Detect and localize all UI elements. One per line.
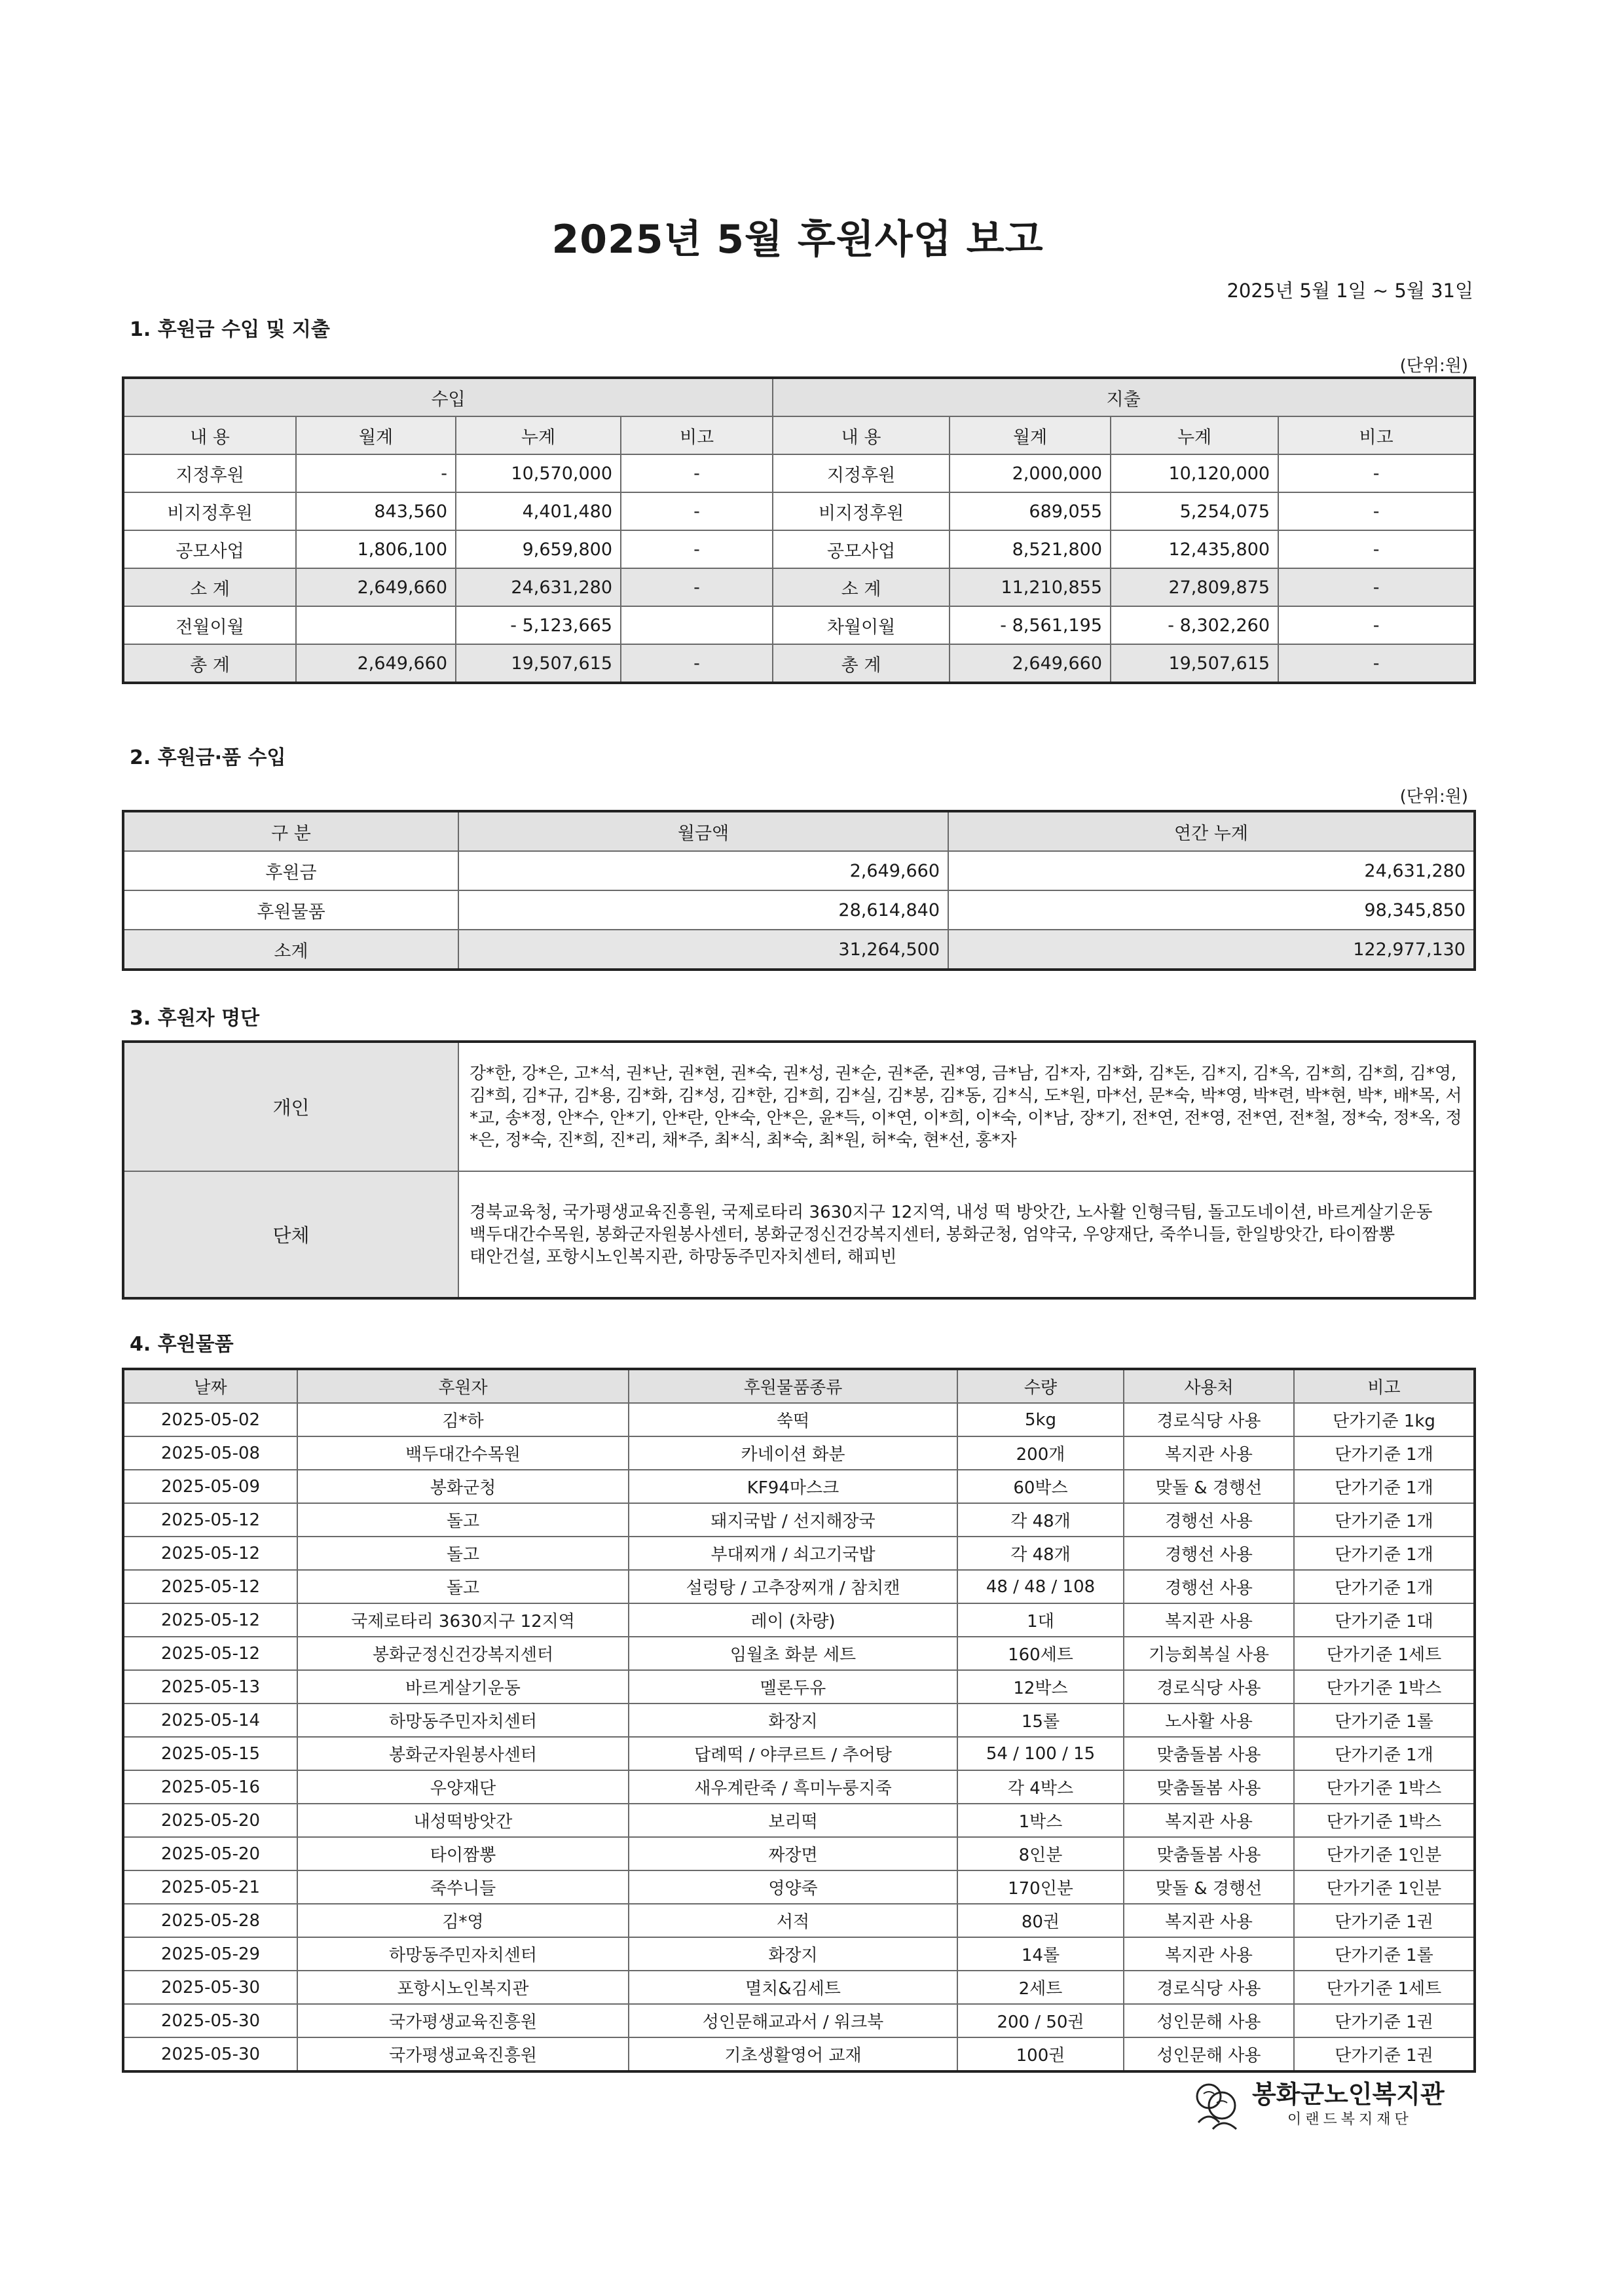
table-cell: 경행선 사용	[1124, 1570, 1294, 1603]
table-cell: 9,659,800	[456, 530, 621, 568]
table-cell: 19,507,615	[1111, 644, 1278, 683]
table-cell: 답례떡 / 야쿠르트 / 추어탕	[629, 1737, 957, 1770]
table-cell: 12,435,800	[1111, 530, 1278, 568]
table-cell: 돌고	[297, 1537, 629, 1570]
column-header: 내 용	[123, 416, 296, 454]
table-cell: 2025-05-12	[123, 1570, 297, 1603]
table-cell: 단가기준 1박스	[1294, 1670, 1475, 1704]
table-cell: 복지관 사용	[1124, 1603, 1294, 1637]
table-cell: 1대	[957, 1603, 1124, 1637]
table-row	[123, 530, 1475, 568]
table-cell: 24,631,280	[456, 568, 621, 606]
table-cell: 짜장면	[629, 1837, 957, 1870]
row-label: 후원금	[123, 851, 458, 890]
table-cell: 성인문해 사용	[1124, 2037, 1294, 2071]
table-cell: 영양죽	[629, 1870, 957, 1904]
table-cell: 복지관 사용	[1124, 1937, 1294, 1971]
table-cell: 2,649,660	[950, 644, 1111, 683]
table-cell: 100권	[957, 2037, 1124, 2071]
table-cell: 쑥떡	[629, 1403, 957, 1436]
table-cell: 김*영	[297, 1904, 629, 1937]
table-cell: 4,401,480	[456, 492, 621, 530]
table-cell: 843,560	[296, 492, 456, 530]
table-cell: 기능회복실 사용	[1124, 1637, 1294, 1670]
table-cell: -	[1278, 454, 1475, 492]
table-cell: - 5,123,665	[456, 606, 621, 644]
table-cell: 2025-05-28	[123, 1904, 297, 1937]
group-donor-line: 백두대간수목원, 봉화군자원봉사센터, 봉화군정신건강복지센터, 봉화군청, 엄약국, 우양재단, 죽쑤니들, 한일방앗간, 타이짬뽕	[470, 1224, 1395, 1245]
column-header: 후원자	[297, 1369, 629, 1403]
row-label: 공모사업	[773, 530, 950, 568]
table-cell: 레이 (차량)	[629, 1603, 957, 1637]
table-cell: -	[621, 492, 773, 530]
table-cell: 경로식당 사용	[1124, 1670, 1294, 1704]
table-row	[123, 1436, 1475, 1470]
table-row	[123, 1804, 1475, 1837]
column-header: 사용처	[1124, 1369, 1294, 1403]
table-cell: 단가기준 1개	[1294, 1737, 1475, 1770]
table-cell: 28,614,840	[458, 890, 948, 930]
organization-name: 봉화군노인복지관	[1252, 2080, 1445, 2109]
row-label: 총 계	[773, 644, 950, 683]
table-cell: 맞춤돌봄 사용	[1124, 1770, 1294, 1804]
report-period: 2025년 5월 1일 ~ 5월 31일	[1227, 280, 1473, 302]
table-row	[123, 1770, 1475, 1804]
table-cell: 맞춤돌봄 사용	[1124, 1837, 1294, 1870]
table-cell: - 8,302,260	[1111, 606, 1278, 644]
table-cell: 27,809,875	[1111, 568, 1278, 606]
table-row	[123, 1570, 1475, 1603]
table-cell: 단가기준 1개	[1294, 1503, 1475, 1537]
table-cell: 2025-05-30	[123, 1971, 297, 2004]
table-cell: 단가기준 1개	[1294, 1570, 1475, 1603]
table-cell: 백두대간수목원	[297, 1436, 629, 1470]
table-cell: 멸치&김세트	[629, 1971, 957, 2004]
table-cell: 국제로타리 3630지구 12지역	[297, 1603, 629, 1637]
row-label: 전월이월	[123, 606, 296, 644]
table-cell: 국가평생교육진흥원	[297, 2037, 629, 2071]
income-header: 수입	[123, 378, 773, 416]
table-cell: 11,210,855	[950, 568, 1111, 606]
table-cell: 2025-05-12	[123, 1537, 297, 1570]
table-cell: 8,521,800	[950, 530, 1111, 568]
group-donor-names	[458, 1171, 1475, 1298]
table-cell: 설렁탕 / 고추장찌개 / 참치캔	[629, 1570, 957, 1603]
table-cell: 2025-05-29	[123, 1937, 297, 1971]
table-cell: 우양재단	[297, 1770, 629, 1804]
table-cell: 689,055	[950, 492, 1111, 530]
table-cell: 하망동주민자치센터	[297, 1937, 629, 1971]
table-cell: 부대찌개 / 쇠고기국밥	[629, 1537, 957, 1570]
table-cell: 단가기준 1세트	[1294, 1971, 1475, 2004]
section3-heading: 3. 후원자 명단	[130, 1007, 260, 1030]
table-row	[123, 1837, 1475, 1870]
table-cell: 복지관 사용	[1124, 1804, 1294, 1837]
column-header: 비고	[1278, 416, 1475, 454]
table-row	[123, 1971, 1475, 2004]
table-row	[123, 1737, 1475, 1770]
table-cell: 카네이션 화분	[629, 1436, 957, 1470]
table-cell: 80권	[957, 1904, 1124, 1937]
table-cell: 임월초 화분 세트	[629, 1637, 957, 1670]
column-header: 구 분	[123, 811, 458, 851]
table-cell: 2025-05-09	[123, 1470, 297, 1503]
table-cell: 2025-05-14	[123, 1704, 297, 1737]
table-cell: 성인문해교과서 / 워크북	[629, 2004, 957, 2037]
table-row	[123, 1670, 1475, 1704]
table-cell: 멜론두유	[629, 1670, 957, 1704]
table-cell: 10,570,000	[456, 454, 621, 492]
table-cell: 2025-05-02	[123, 1403, 297, 1436]
table-cell: 5kg	[957, 1403, 1124, 1436]
table-cell: 2025-05-20	[123, 1837, 297, 1870]
individual-donor-names: 강*한, 강*은, 고*석, 권*난, 권*현, 권*숙, 권*성, 권*순, 권*준, 권*영, 금*남, 김*자, 김*화, 김*돈, 김*지, 김*옥, 김*희, 김*희, 김*영, 김*희, 김*규, 김*용, 김*화, 김*성, 김*한, 김*희, 김*실, 김*봉, 김*동, 김*식, 도*원, 마*선, 문*숙, 박*영, 박*련, 박*현, 박*, 배*목, 서*교, 송*정, 안*수, 안*기, 안*란, 안*숙, 안*은, 윤*득, 이*연, 이*희, 이*숙, 이*남, 장*기, 전*연, 전*영, 전*연, 전*철, 정*숙, 정*옥, 정*은, 정*숙, 진*희, 진*리, 채*주, 최*식, 최*숙, 최*원, 허*숙, 현*선, 홍*자	[458, 1042, 1475, 1171]
donated-goods-table	[122, 1368, 1476, 2073]
table-row	[123, 1503, 1475, 1537]
table-cell: 돌고	[297, 1570, 629, 1603]
table-cell: 170인분	[957, 1870, 1124, 1904]
column-header: 비고	[621, 416, 773, 454]
foundation-name: 이랜드복지재단	[1287, 2111, 1412, 2128]
table-cell: 돌고	[297, 1503, 629, 1537]
table-cell: 2025-05-16	[123, 1770, 297, 1804]
table-cell: 국가평생교육진흥원	[297, 2004, 629, 2037]
table-cell: KF94마스크	[629, 1470, 957, 1503]
table-cell: 2세트	[957, 1971, 1124, 2004]
row-label: 총 계	[123, 644, 296, 683]
elderly-couple-emblem-icon	[1189, 2077, 1244, 2132]
row-label: 후원물품	[123, 890, 458, 930]
table-cell: 단가기준 1박스	[1294, 1804, 1475, 1837]
table-cell: 단가기준 1인분	[1294, 1870, 1475, 1904]
expense-header: 지출	[773, 378, 1475, 416]
table-row	[123, 492, 1475, 530]
column-header: 비고	[1294, 1369, 1475, 1403]
table-cell: 포항시노인복지관	[297, 1971, 629, 2004]
row-label: 소 계	[773, 568, 950, 606]
column-header: 후원물품종류	[629, 1369, 957, 1403]
table-cell: 단가기준 1개	[1294, 1537, 1475, 1570]
table-cell: 15롤	[957, 1704, 1124, 1737]
table-cell: 2025-05-20	[123, 1804, 297, 1837]
table-cell: 2025-05-13	[123, 1670, 297, 1704]
table-cell: 2025-05-08	[123, 1436, 297, 1470]
table-cell: 단가기준 1권	[1294, 2037, 1475, 2071]
table-row	[123, 1470, 1475, 1503]
column-header: 누계	[456, 416, 621, 454]
table-cell: 2,649,660	[296, 644, 456, 683]
group-donor-line: 경북교육청, 국가평생교육진흥원, 국제로타리 3630지구 12지역, 내성 떡 방앗간, 노사활 인형극팀, 돌고도네이션, 바르게살기운동	[470, 1202, 1433, 1222]
table-cell: 단가기준 1박스	[1294, 1770, 1475, 1804]
table-cell: 맞춤돌봄 사용	[1124, 1737, 1294, 1770]
table-cell: 160세트	[957, 1637, 1124, 1670]
table-cell: 122,977,130	[948, 930, 1475, 970]
table-cell: 단가기준 1개	[1294, 1470, 1475, 1503]
column-header: 월금액	[458, 811, 948, 851]
table-cell: -	[1278, 530, 1475, 568]
donation-income-table	[122, 810, 1476, 971]
table-cell: 내성떡방앗간	[297, 1804, 629, 1837]
table-cell: 하망동주민자치센터	[297, 1704, 629, 1737]
table-cell: 기초생활영어 교재	[629, 2037, 957, 2071]
table-row	[123, 1603, 1475, 1637]
row-label: 지정후원	[773, 454, 950, 492]
row-label: 지정후원	[123, 454, 296, 492]
table-cell: 단가기준 1롤	[1294, 1937, 1475, 1971]
table-cell: 10,120,000	[1111, 454, 1278, 492]
table-cell: 2025-05-12	[123, 1503, 297, 1537]
table-cell	[296, 606, 456, 644]
table-cell: 타이짬뽕	[297, 1837, 629, 1870]
table-cell: 맞돌 & 경행선	[1124, 1870, 1294, 1904]
section1-unit: (단위:원)	[1399, 356, 1468, 376]
table-cell: 2025-05-30	[123, 2037, 297, 2071]
table-row	[123, 1904, 1475, 1937]
column-header: 수량	[957, 1369, 1124, 1403]
table-cell: 김*하	[297, 1403, 629, 1436]
table-row	[123, 2004, 1475, 2037]
section4-heading: 4. 후원물품	[130, 1333, 234, 1356]
table-cell: 1박스	[957, 1804, 1124, 1837]
table-row	[123, 890, 1475, 930]
section2-unit: (단위:원)	[1399, 787, 1468, 807]
table-cell: 1,806,100	[296, 530, 456, 568]
table-cell: 성인문해 사용	[1124, 2004, 1294, 2037]
table-cell: 복지관 사용	[1124, 1436, 1294, 1470]
table-cell: 12박스	[957, 1670, 1124, 1704]
income-expense-table	[122, 376, 1476, 684]
table-cell: 단가기준 1세트	[1294, 1637, 1475, 1670]
table-cell: 보리떡	[629, 1804, 957, 1837]
row-label: 공모사업	[123, 530, 296, 568]
table-cell: 단가기준 1롤	[1294, 1704, 1475, 1737]
table-row	[123, 1937, 1475, 1971]
table-cell: 봉화군자원봉사센터	[297, 1737, 629, 1770]
table-cell: 봉화군청	[297, 1470, 629, 1503]
donor-list-table	[122, 1040, 1476, 1300]
table-cell: 31,264,500	[458, 930, 948, 970]
table-row	[123, 1870, 1475, 1904]
table-cell: 단가기준 1kg	[1294, 1403, 1475, 1436]
table-cell: -	[621, 454, 773, 492]
table-cell: 노사활 사용	[1124, 1704, 1294, 1737]
table-cell: -	[621, 530, 773, 568]
organization-logo	[1189, 2074, 1471, 2133]
table-cell: 경로식당 사용	[1124, 1403, 1294, 1436]
table-row	[123, 606, 1475, 644]
table-cell: 19,507,615	[456, 644, 621, 683]
table-cell: -	[621, 644, 773, 683]
table-cell: 각 4박스	[957, 1770, 1124, 1804]
table-cell: 경로식당 사용	[1124, 1971, 1294, 2004]
table-cell: 48 / 48 / 108	[957, 1570, 1124, 1603]
table-cell: 2,649,660	[296, 568, 456, 606]
section1-heading: 1. 후원금 수입 및 지출	[130, 318, 330, 341]
column-header: 날짜	[123, 1369, 297, 1403]
table-cell: 맞돌 & 경행선	[1124, 1470, 1294, 1503]
column-header: 월계	[296, 416, 456, 454]
column-header: 월계	[950, 416, 1111, 454]
table-cell: 5,254,075	[1111, 492, 1278, 530]
table-cell: -	[1278, 606, 1475, 644]
column-header: 연간 누계	[948, 811, 1475, 851]
table-cell: -	[296, 454, 456, 492]
table-cell: 24,631,280	[948, 851, 1475, 890]
table-cell: 60박스	[957, 1470, 1124, 1503]
table-cell: 단가기준 1개	[1294, 1436, 1475, 1470]
table-row	[123, 568, 1475, 606]
section2-heading: 2. 후원금·품 수입	[130, 746, 286, 769]
table-cell: 200 / 50권	[957, 2004, 1124, 2037]
table-cell: 2,000,000	[950, 454, 1111, 492]
table-cell: 98,345,850	[948, 890, 1475, 930]
individual-label: 개인	[123, 1042, 458, 1171]
table-row	[123, 1704, 1475, 1737]
table-row	[123, 644, 1475, 683]
table-cell: 서적	[629, 1904, 957, 1937]
group-donor-line: 태안건설, 포항시노인복지관, 하망동주민자치센터, 해피빈	[470, 1247, 897, 1267]
row-label: 비지정후원	[773, 492, 950, 530]
table-cell: - 8,561,195	[950, 606, 1111, 644]
table-cell: 죽쑤니들	[297, 1870, 629, 1904]
table-cell: 복지관 사용	[1124, 1904, 1294, 1937]
table-cell: 2025-05-12	[123, 1637, 297, 1670]
table-cell: 2025-05-15	[123, 1737, 297, 1770]
column-header: 내 용	[773, 416, 950, 454]
table-cell: -	[1278, 644, 1475, 683]
table-cell: 화장지	[629, 1704, 957, 1737]
table-row	[123, 1637, 1475, 1670]
page-title: 2025년 5월 후원사업 보고	[551, 217, 1044, 263]
table-cell: 돼지국밥 / 선지해장국	[629, 1503, 957, 1537]
column-header: 누계	[1111, 416, 1278, 454]
report-page	[122, 0, 1473, 2296]
table-cell: 2025-05-21	[123, 1870, 297, 1904]
table-cell: 각 48개	[957, 1537, 1124, 1570]
table-cell: 새우계란죽 / 흑미누룽지죽	[629, 1770, 957, 1804]
table-row	[123, 454, 1475, 492]
table-cell	[621, 606, 773, 644]
table-row	[123, 1403, 1475, 1436]
table-cell: 200개	[957, 1436, 1124, 1470]
table-cell: 각 48개	[957, 1503, 1124, 1537]
table-cell: 단가기준 1대	[1294, 1603, 1475, 1637]
table-cell: 화장지	[629, 1937, 957, 1971]
table-cell: 단가기준 1권	[1294, 2004, 1475, 2037]
table-cell: 2025-05-30	[123, 2004, 297, 2037]
table-row	[123, 930, 1475, 970]
table-row	[123, 1537, 1475, 1570]
table-cell: 단가기준 1인분	[1294, 1837, 1475, 1870]
table-row	[123, 2037, 1475, 2071]
table-cell: 2,649,660	[458, 851, 948, 890]
table-cell: -	[621, 568, 773, 606]
table-cell: 54 / 100 / 15	[957, 1737, 1124, 1770]
row-label: 차월이월	[773, 606, 950, 644]
row-label: 소계	[123, 930, 458, 970]
table-cell: 단가기준 1권	[1294, 1904, 1475, 1937]
table-row	[123, 851, 1475, 890]
table-cell: 14롤	[957, 1937, 1124, 1971]
group-label: 단체	[123, 1171, 458, 1298]
table-cell: 바르게살기운동	[297, 1670, 629, 1704]
table-cell: 경행선 사용	[1124, 1537, 1294, 1570]
row-label: 비지정후원	[123, 492, 296, 530]
table-cell: 경행선 사용	[1124, 1503, 1294, 1537]
row-label: 소 계	[123, 568, 296, 606]
table-cell: 2025-05-12	[123, 1603, 297, 1637]
table-cell: -	[1278, 492, 1475, 530]
table-cell: -	[1278, 568, 1475, 606]
table-cell: 봉화군정신건강복지센터	[297, 1637, 629, 1670]
table-cell: 8인분	[957, 1837, 1124, 1870]
